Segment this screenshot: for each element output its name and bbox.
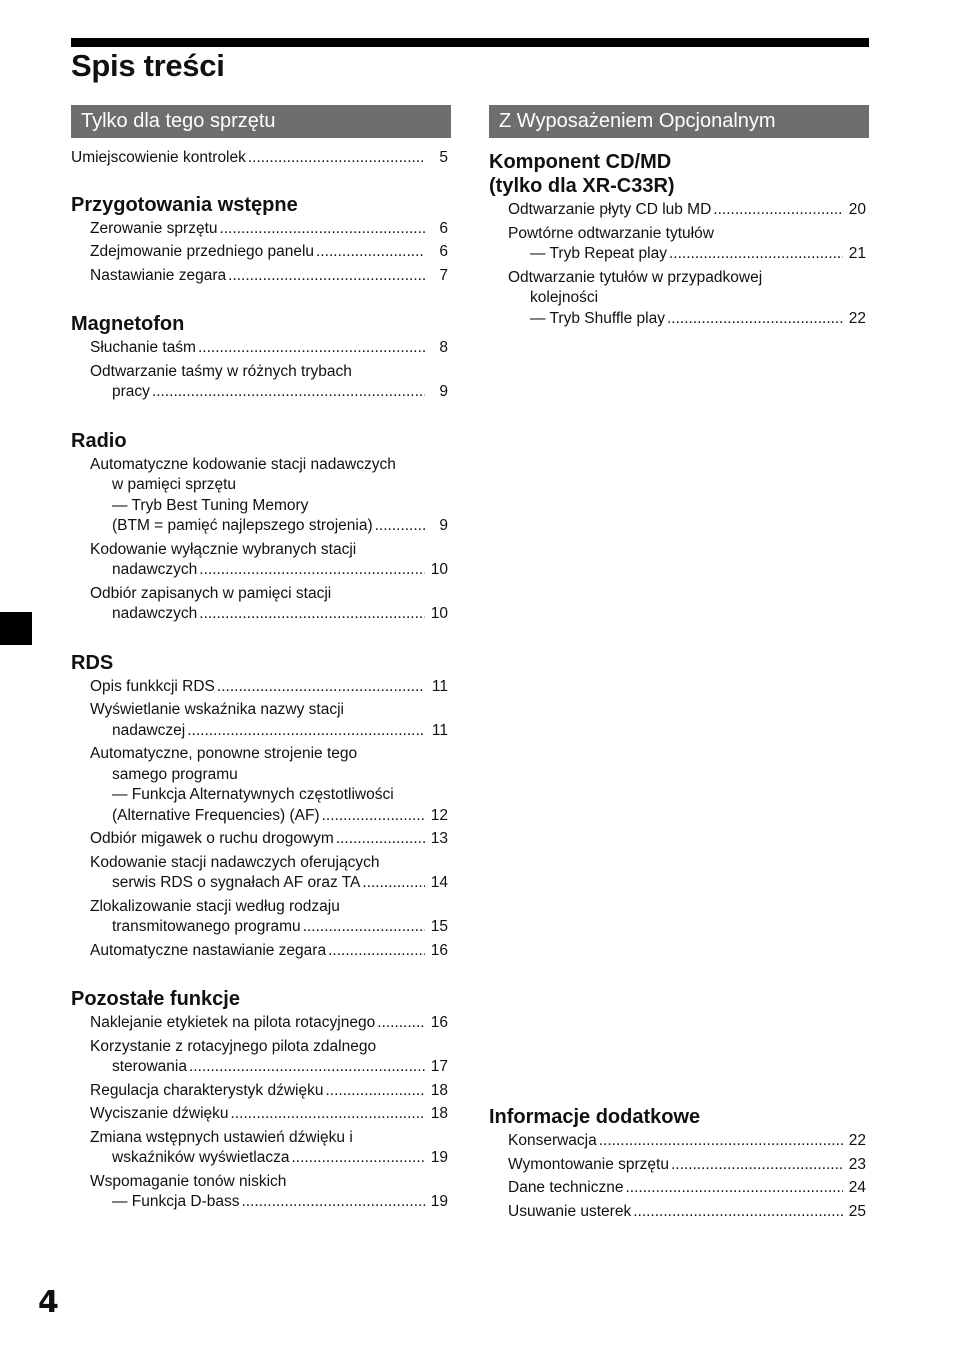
toc-page-number: 22 [848,309,866,327]
toc-entry-text: Regulacja charakterystyk dźwięku [90,1081,324,1099]
toc-page-number: 22 [848,1132,866,1149]
toc-entry-text: — Tryb Shuffle play [530,309,665,327]
section-heading: RDS [71,651,114,674]
toc-entry-text: Wspomaganie tonów niskich [90,1172,287,1190]
toc-entry-text: Zdejmowanie przedniego panelu [90,243,315,260]
toc-entry[interactable] [508,200,869,221]
section-heading: Pozostałe funkcje [71,988,240,1010]
toc-entry[interactable] [508,1155,869,1176]
toc-entry-text: Umiejscowienie kontrolek [71,149,246,166]
dot-leader [375,516,425,537]
toc-page-number: 16 [430,1014,448,1031]
toc-entry-text: Odtwarzanie taśmy w różnych trybach [90,362,352,380]
toc-page-number: 25 [848,1202,866,1220]
toc-entry-text: Automatyczne nastawianie zegara [90,941,327,959]
toc-entry-text: Automatyczne kodowanie stacji nadawczych [90,455,396,473]
toc-page-number: 23 [848,1155,866,1173]
toc-entry[interactable] [508,1178,869,1199]
dot-leader [625,1178,843,1199]
dot-leader [325,1081,425,1102]
toc-entry-text: w pamięci sprzętu [112,476,237,493]
toc-entry[interactable] [90,829,451,850]
toc-page-number: 9 [439,383,448,400]
toc-entry-text: nadawczej [112,721,186,739]
dot-leader [231,1104,425,1125]
toc-section [71,651,451,962]
toc-page-number: 11 [431,677,448,695]
toc-entry[interactable] [90,1081,451,1102]
dot-leader [189,1057,425,1078]
toc-page-number: 14 [430,874,448,891]
right-section-band: Z Wyposażeniem Opcjonalnym [489,105,869,138]
toc-entry-text: Naklejanie etykietek na pilota rotacyjnego [90,1014,376,1031]
toc-entry[interactable] [90,540,451,581]
toc-entry-text: nadawczych [112,561,198,578]
toc-entry[interactable] [90,744,451,826]
toc-entry-text: Korzystanie z rotacyjnego pilota zdalnego [90,1037,377,1055]
toc-page-number: 15 [430,918,448,935]
dot-leader [228,266,425,287]
toc-entry-text: (Alternative Frequencies) (AF) [112,806,320,824]
toc-entry-text: wskaźników wyświetlacza [112,1149,290,1166]
toc-entry[interactable] [90,677,451,698]
toc-entry[interactable] [90,362,451,403]
toc-page-number: 12 [430,806,448,824]
dot-leader [199,560,425,581]
toc-page-number: 8 [439,339,448,356]
toc-entry-text: Konserwacja [508,1132,597,1149]
toc-entry-text: kolejności [530,289,599,306]
toc-entry-text: — Tryb Best Tuning Memory [112,496,309,514]
toc-entry-text: transmitowanego programu [112,918,301,935]
toc-page-number: 13 [430,830,448,847]
section-heading [489,150,869,198]
toc-entry-text: Zlokalizowanie stacji według rodzaju [90,897,340,915]
dot-leader [187,721,425,742]
toc-entry-text: — Tryb Repeat play [530,245,667,262]
toc-page-number: 24 [848,1179,866,1196]
toc-page-number: 21 [848,245,866,262]
toc-page-number: 7 [439,266,448,284]
section-heading [489,1105,869,1129]
toc-entry[interactable] [508,1202,869,1223]
dot-leader [633,1202,843,1223]
toc-entry-text: nadawczych [112,605,198,622]
left-section-band: Tylko dla tego sprzętu [71,105,451,138]
section-heading: Przygotowania wstępne [71,193,298,216]
toc-entry[interactable] [90,455,451,537]
toc-page-number: 20 [848,201,866,218]
toc-entry[interactable] [90,242,451,263]
toc-entry[interactable] [508,1131,869,1152]
toc-entry[interactable] [90,1013,451,1034]
dot-leader [667,309,843,330]
toc-entry[interactable] [90,897,451,938]
section-heading: Magnetofon [71,313,185,335]
top-rule [71,38,869,47]
toc-entry-text: Dane techniczne [508,1179,624,1196]
toc-entry[interactable] [90,1104,451,1125]
toc-page-number: 16 [430,941,448,959]
toc-page-number: 10 [430,561,448,578]
dot-leader [669,244,843,265]
toc-entry[interactable] [90,1037,451,1078]
toc-entry[interactable] [90,338,451,359]
section-heading-line: Komponent CD/MD [489,151,672,173]
dot-leader [671,1155,843,1176]
dot-leader [198,338,425,359]
page-title: Spis treści [71,48,225,83]
section-informacje [489,1105,869,1225]
toc-entry[interactable] [90,1128,451,1169]
toc-entry[interactable] [508,268,869,330]
toc-entry[interactable] [90,853,451,894]
toc-page-number: 18 [430,1081,448,1099]
toc-entry-text: Zmiana wstępnych ustawień dźwięku i [90,1128,353,1146]
toc-entry-text: Odbiór zapisanych w pamięci stacji [90,584,332,602]
toc-entry[interactable] [90,584,451,625]
toc-section [71,429,451,625]
side-tab-marker [0,612,32,645]
dot-leader [303,917,425,938]
dot-leader [217,677,425,698]
toc-entry-text: serwis RDS o sygnałach AF oraz TA [112,874,361,891]
dot-leader [241,1192,425,1213]
section-heading-line: Informacje dodatkowe [489,1106,701,1128]
toc-entry-text: Kodowanie stacji nadawczych oferujących [90,853,380,871]
toc-page-number: 10 [430,605,448,622]
dot-leader [362,873,425,894]
dot-leader [199,604,425,625]
dot-leader [248,148,425,169]
toc-entry[interactable] [90,700,451,741]
toc-entry-text: Wyświetlanie wskaźnika nazwy stacji [90,701,344,718]
toc-entry-text: Powtórne odtwarzanie tytułów [508,224,714,242]
toc-entry[interactable] [90,219,451,240]
intro-entries [71,148,451,169]
toc-page-number: 19 [430,1193,448,1210]
toc-entry-text: Odtwarzanie tytułów w przypadkowej [508,268,763,286]
dot-leader [377,1013,425,1034]
toc-entry-text: — Funkcja D-bass [112,1193,240,1210]
right-column [489,105,869,1220]
toc-entry-text: samego programu [112,765,238,783]
toc-entry[interactable] [90,1172,451,1213]
dot-leader [328,941,425,962]
toc-section [71,312,451,403]
toc-page-number: 9 [439,517,448,534]
toc-entry-text: — Funkcja Alternatywnych częstotliwości [112,786,394,803]
dot-leader [322,806,425,827]
dot-leader [220,219,425,240]
page-number: 4 [38,1285,59,1320]
toc-entry[interactable] [90,266,451,287]
toc-page-number: 11 [431,721,448,739]
left-column [71,105,451,1216]
toc-entry[interactable] [90,941,451,962]
toc-entry-text: Odbiór migawek o ruchu drogowym [90,830,334,847]
dot-leader [713,200,843,221]
toc-entry-text: Wymontowanie sprzętu [508,1155,669,1173]
section-cd-md [489,150,869,329]
toc-page-number: 18 [430,1105,448,1122]
left-sections [71,193,451,1213]
section-heading-line: (tylko dla XR-C33R) [489,175,675,197]
dot-leader [316,242,425,263]
toc-page-number: 5 [439,149,448,166]
dot-leader [599,1131,843,1152]
toc-page-number: 6 [439,219,448,237]
toc-page-number: 19 [430,1149,448,1166]
toc-section [71,193,451,287]
toc-entry[interactable] [71,148,451,169]
toc-entry-text: Usuwanie usterek [508,1202,632,1220]
toc-entry-text: pracy [112,383,150,400]
toc-entry-text: Słuchanie taśm [90,339,196,356]
toc-entry-text: Nastawianie zegara [90,266,227,284]
dot-leader [336,829,425,850]
toc-entry-text: (BTM = pamięć najlepszego strojenia) [112,517,373,534]
toc-page-number: 6 [439,243,448,260]
toc-entry-text: sterowania [112,1058,187,1075]
toc-section [71,987,451,1213]
toc-entry-text: Opis funkkcji RDS [90,677,215,695]
dot-leader [152,382,425,403]
toc-entry-text: Odtwarzanie płyty CD lub MD [508,201,712,218]
section-heading: Radio [71,429,127,452]
toc-entry[interactable] [508,224,869,265]
toc-entry-text: Automatyczne, ponowne strojenie tego [90,745,358,762]
toc-entry-text: Kodowanie wyłącznie wybranych stacji [90,540,357,558]
toc-entry-text: Zerowanie sprzętu [90,219,218,237]
dot-leader [291,1148,425,1169]
toc-page-number: 17 [430,1058,448,1075]
toc-entry-text: Wyciszanie dźwięku [90,1105,229,1122]
